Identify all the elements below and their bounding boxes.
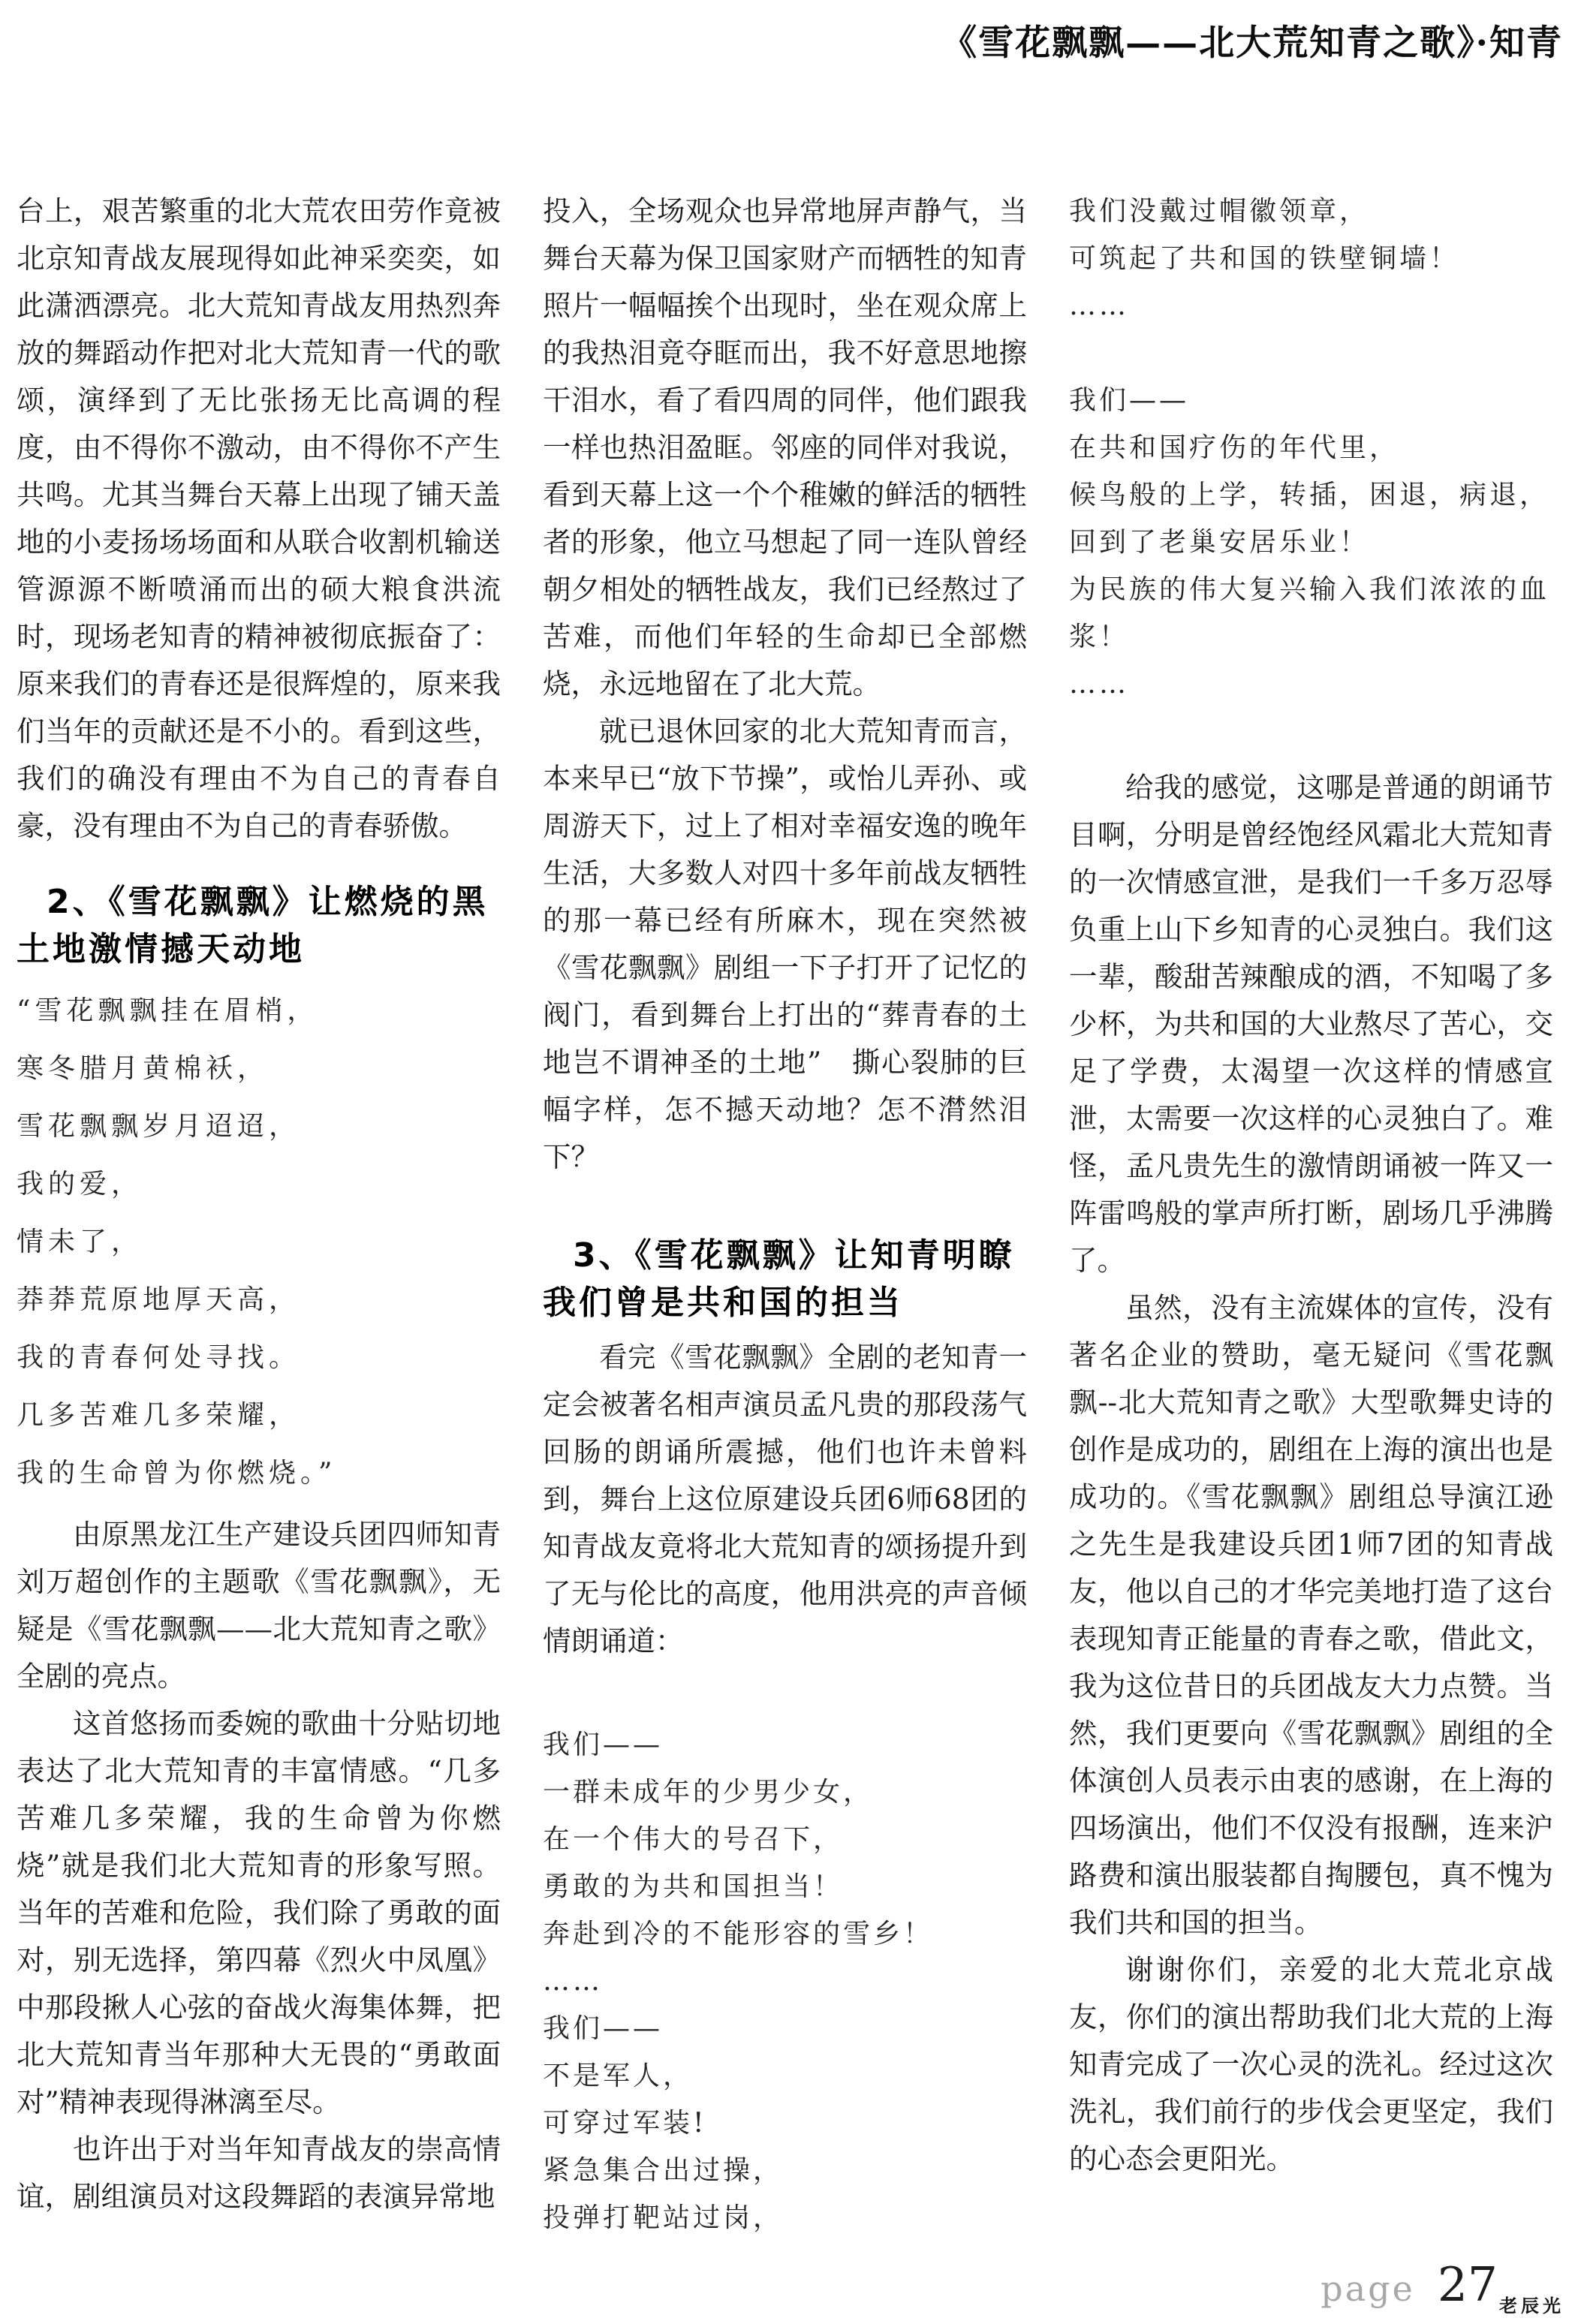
- poem: [1069, 188, 1553, 755]
- poem-line: 雪花飘飘岁月迢迢，: [17, 1111, 301, 1142]
- poem-line: ……: [1069, 290, 1129, 321]
- section-heading: 3、《雪花飘飘》让知青明瞭我们曾是共和国的担当: [543, 1236, 1015, 1322]
- poem-blank-line: [543, 1674, 1027, 1721]
- footer-page-label: page: [1321, 2268, 1415, 2309]
- column-3: [1069, 188, 1553, 2250]
- poem-line: 寒冬腊月黄棉袄，: [17, 1053, 270, 1084]
- article-columns: [17, 188, 1553, 2250]
- poem-line: 在一个伟大的号召下，: [543, 1824, 844, 1855]
- poem-line: 莽莽荒原地厚天高，: [17, 1284, 301, 1315]
- poem-line: 情未了，: [17, 1227, 143, 1257]
- paragraph: 虽然，没有主流媒体的宣传，没有著名企业的赞助，毫无疑问《雪花飘飘--北大荒知青之歌》大型歌舞史诗的创作是成功的，剧组在上海的演出也是成功的。《雪花飘飘》剧组总导演江逊之先生是我建设兵团1师7团的知青战友，他以自己的才华完美地打造了这台表现知青正能量的青春之歌，借此文，我为这位昔日的兵团战友大力点赞。当然，我们更要向《雪花飘飘》剧组的全体演创人员表示由衷的感谢，在上海的四场演出，他们不仅没有报酬，连来沪路费和演出服装都自掏腰包，真不愧为我们共和国的担当。: [1069, 1291, 1553, 1939]
- poem-line: 候鸟般的上学，转插，困退，病退，: [1069, 480, 1550, 510]
- poem: [17, 982, 501, 1502]
- poem-line: 我的生命曾为你燃烧。”: [17, 1458, 337, 1489]
- poem-line: 勇敢的为共和国担当！: [543, 1871, 844, 1902]
- footer-brand: 老辰光: [1499, 2295, 1564, 2316]
- paragraph: 台上，艰苦繁重的北大荒农田劳作竟被北京知青战友展现得如此神采奕奕，如此潇洒漂亮。北大荒知青战友用热烈奔放的舞蹈动作把对北大荒知青一代的歌颂，演绎到了无比张扬无比高调的程度，由不得你不激动，由不得你不产生共鸣。尤其当舞台天幕上出现了铺天盖地的小麦扬场场面和从联合收割机输送管源源不断喷涌而出的硕大粮食洪流时，现场老知青的精神被彻底振奋了：原来我们的青春还是很辉煌的，原来我们当年的贡献还是不小的。看到这些，我们的确没有理由不为自己的青春自豪，没有理由不为自己的青春骄傲。: [17, 194, 501, 842]
- poem-blank-line: [1069, 330, 1553, 377]
- column-2: [543, 188, 1027, 2250]
- footer-page-number: 27: [1437, 2257, 1498, 2312]
- page-header-title: 《雪花飘飘——北大荒知青之歌》·知青: [941, 23, 1563, 64]
- paragraph: 也许出于对当年知青战友的崇高情谊，剧组演员对这段舞蹈的表演异常地: [17, 2133, 501, 2213]
- page-footer: [1321, 2257, 1564, 2316]
- poem-line: 我的爱，: [17, 1169, 143, 1200]
- poem-blank-line: [1069, 708, 1553, 755]
- paragraph: 看完《雪花飘飘》全剧的老知青一定会被著名相声演员孟凡贵的那段荡气回肠的朗诵所震撼，他们也许未曾料到，舞台上这位原建设兵团6师68团的知青战友竟将北大荒知青的颂扬提升到了无与伦比的高度，他用洪亮的声音倾情朗诵道：: [543, 1341, 1027, 1657]
- poem-line: 可筑起了共和国的铁壁铜墙！: [1069, 243, 1460, 274]
- poem-line: 紧急集合出过操，: [543, 2155, 784, 2186]
- poem-line: 我们——: [543, 1729, 664, 1760]
- poem-line: 我们——: [543, 2013, 664, 2044]
- poem-line: 不是军人，: [543, 2061, 694, 2091]
- poem-line: 投弹打靶站过岗，: [543, 2202, 784, 2233]
- poem-line: 在共和国疗伤的年代里，: [1069, 432, 1400, 463]
- paragraph: 这首悠扬而委婉的歌曲十分贴切地表达了北大荒知青的丰富情感。“几多苦难几多荣耀，我的生命曾为你燃烧”就是我们北大荒知青的形象写照。当年的苦难和危险，我们除了勇敢的面对，别无选择，第四幕《烈火中凤凰》中那段揪人心弦的奋战火海集体舞，把北大荒知青当年那种大无畏的“勇敢面对”精神表现得淋漓至尽。: [17, 1707, 501, 2118]
- poem-line: 可穿过军装!: [543, 2108, 707, 2139]
- poem-line: 回到了老巢安居乐业！: [1069, 527, 1370, 558]
- paragraph: 谢谢你们，亲爱的北大荒北京战友，你们的演出帮助我们北大荒的上海知青完成了一次心灵的洗礼。经过这次洗礼，我们前行的步伐会更坚定，我们的心态会更阳光。: [1069, 1953, 1553, 2175]
- poem: [543, 1674, 1027, 2241]
- poem-line: 我们——: [1069, 385, 1190, 416]
- section-heading: 2、《雪花飘飘》让燃烧的黑土地激情撼天动地: [17, 883, 489, 968]
- poem-line: 几多苦难几多荣耀，: [17, 1400, 301, 1431]
- poem-line: “雪花飘飘挂在眉梢，: [17, 995, 319, 1026]
- paragraph: 就已退休回家的北大荒知青而言，本来早已“放下节操”，或怡儿弄孙、或周游天下，过上了相对幸福安逸的晚年生活，大多数人对四十多年前战友牺牲的那一幕已经有所麻木，现在突然被《雪花飘飘》剧组一下子打开了记忆的阀门，看到舞台上打出的“葬青春的土地岂不谓神圣的土地” 撕心裂肺的巨幅字样，怎不撼天动地？怎不潸然泪下？: [543, 715, 1027, 1173]
- poem-line: 我们没戴过帽徽领章，: [1069, 196, 1370, 227]
- poem-line: ……: [543, 1966, 603, 1997]
- poem-line: 为民族的伟大复兴输入我们浓浓的血浆！: [1069, 574, 1550, 652]
- poem-line: 奔赴到冷的不能形容的雪乡！: [543, 1919, 934, 1949]
- column-1: [17, 188, 501, 2250]
- paragraph: 由原黑龙江生产建设兵团四师知青刘万超创作的主题歌《雪花飘飘》，无疑是《雪花飘飘——北大荒知青之歌》全剧的亮点。: [17, 1518, 501, 1693]
- poem-line: 一群未成年的少男少女，: [543, 1777, 874, 1808]
- paragraph: 投入，全场观众也异常地屏声静气，当舞台天幕为保卫国家财产而牺牲的知青照片一幅幅挨个出现时，坐在观众席上的我热泪竟夺眶而出，我不好意思地擦干泪水，看了看四周的同伴，他们跟我一样也热泪盈眶。邻座的同伴对我说，看到天幕上这一个个稚嫩的鲜活的牺牲者的形象，他立马想起了同一连队曾经朝夕相处的牺牲战友，我们已经熬过了苦难，而他们年轻的生命却已全部燃烧，永远地留在了北大荒。: [543, 194, 1027, 700]
- poem-line: 我的青春何处寻找。: [17, 1342, 301, 1373]
- poem-line: ……: [1069, 669, 1129, 700]
- paragraph: 给我的感觉，这哪是普通的朗诵节目啊，分明是曾经饱经风霜北大荒知青的一次情感宣泄，是我们一千多万忍辱负重上山下乡知青的心灵独白。我们这一辈，酸甜苦辣酿成的酒，不知喝了多少杯，为共和国的大业熬尽了苦心，交足了学费，太渴望一次这样的情感宣泄，太需要一次这样的心灵独白了。难怪，孟凡贵先生的激情朗诵被一阵又一阵雷鸣般的掌声所打断，剧场几乎沸腾了。: [1069, 771, 1553, 1277]
